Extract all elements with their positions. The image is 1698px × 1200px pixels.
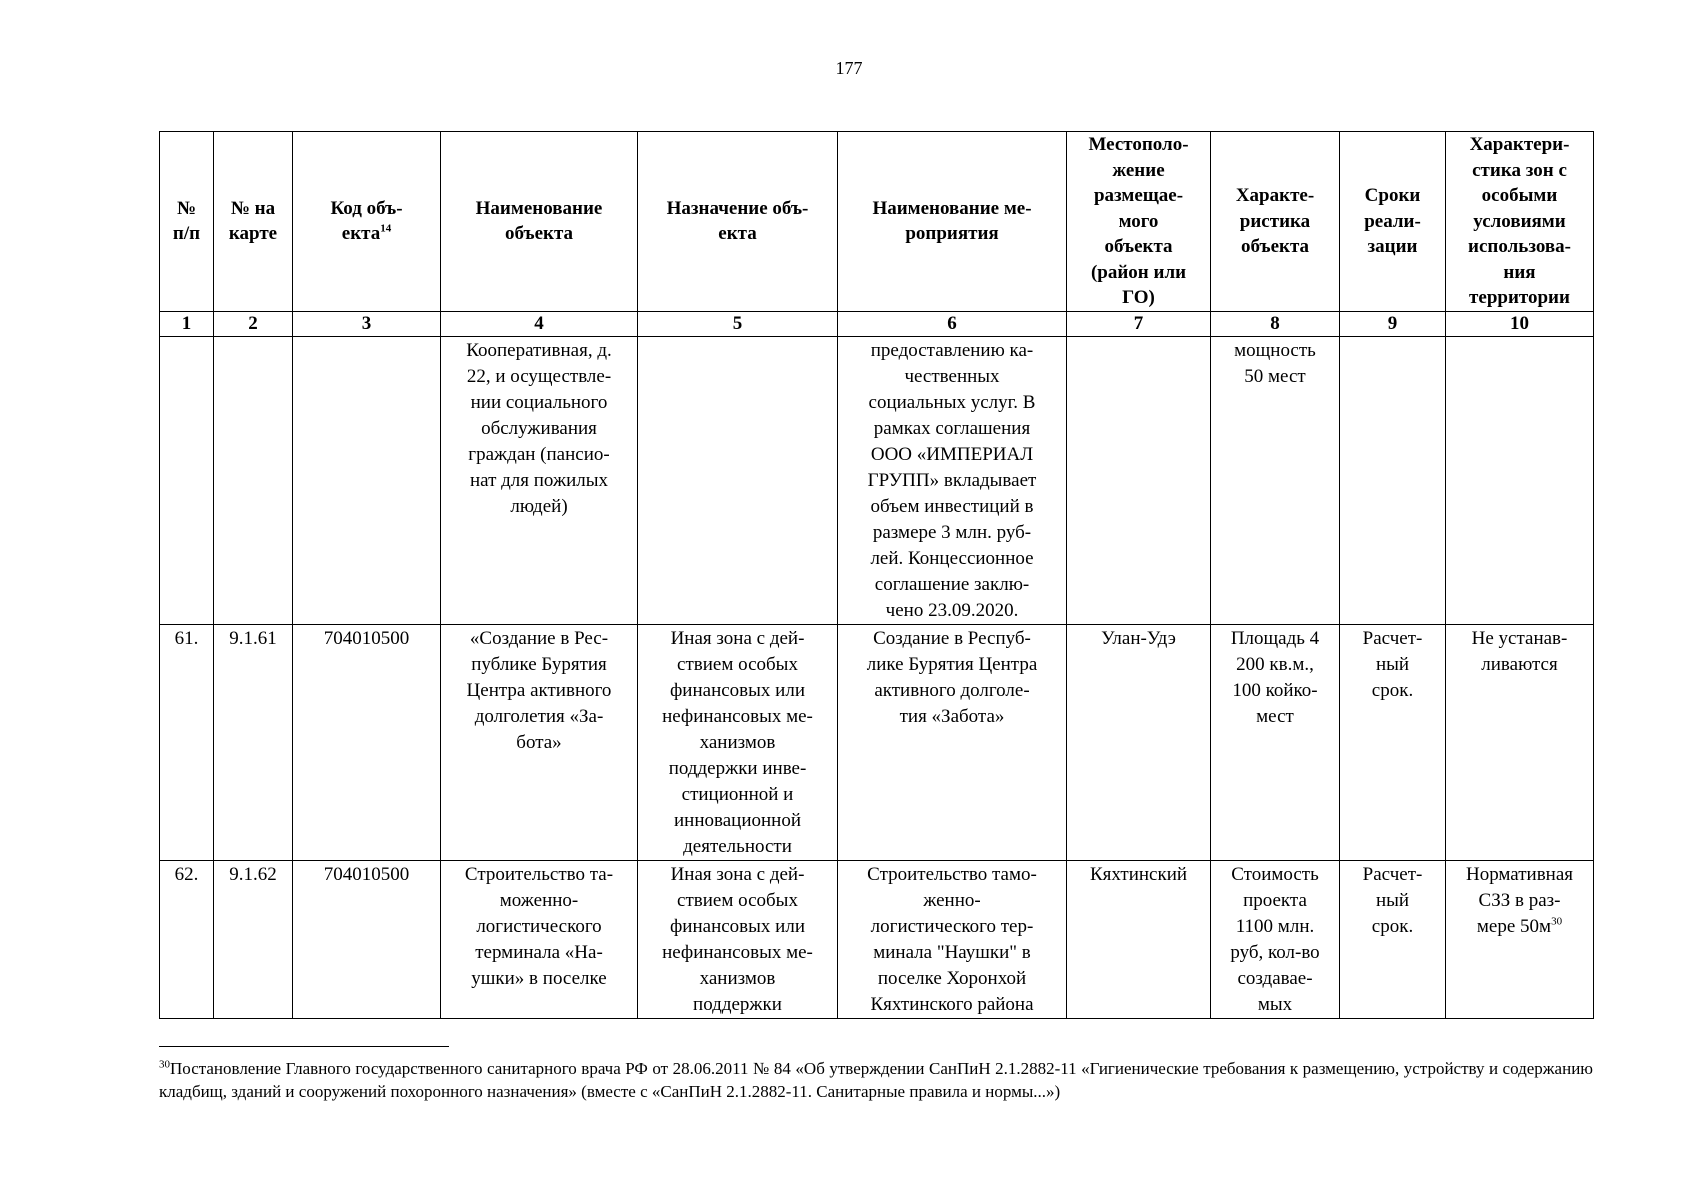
column-number: 5 bbox=[638, 311, 838, 336]
table-cell: Улан-Удэ bbox=[1067, 624, 1211, 860]
table-cell: Кяхтинский bbox=[1067, 860, 1211, 1018]
table-row bbox=[160, 624, 1594, 860]
table-cell: Создание в Респуб- лике Бурятия Центра активного долголе- тия «Забота» bbox=[838, 624, 1067, 860]
column-number-row bbox=[160, 311, 1594, 336]
table-cell bbox=[1446, 336, 1594, 624]
header-cell: Назначение объ- екта bbox=[638, 132, 838, 312]
header-cell: Характери- стика зон с особыми условиями использова- ния территории bbox=[1446, 132, 1594, 312]
table-cell: Расчет- ный срок. bbox=[1340, 860, 1446, 1018]
table-cell: предоставлению ка- чественных социальных услуг. В рамках соглашения ООО «ИМПЕРИАЛ ГРУПП» вкладывает объем инвестиций в размере 3 млн. руб- лей. Концессионное соглашение заклю- чено 23.09.2020. bbox=[838, 336, 1067, 624]
header-cell: № на карте bbox=[214, 132, 293, 312]
table-cell: Иная зона с дей- ствием особых финансовых или нефинансовых ме- ханизмов поддержки bbox=[638, 860, 838, 1018]
header-cell: № п/п bbox=[160, 132, 214, 312]
table-cell bbox=[638, 336, 838, 624]
table-row bbox=[160, 336, 1594, 624]
table-cell: Не устанав- ливаются bbox=[1446, 624, 1594, 860]
header-cell: Местополо- жение размещае- мого объекта (район или ГО) bbox=[1067, 132, 1211, 312]
column-number: 9 bbox=[1340, 311, 1446, 336]
table-cell: 704010500 bbox=[293, 624, 441, 860]
column-number: 7 bbox=[1067, 311, 1211, 336]
table-cell: Кооперативная, д. 22, и осуществле- нии социального обслуживания граждан (пансио- нат для пожилых людей) bbox=[441, 336, 638, 624]
table-row bbox=[160, 860, 1594, 1018]
column-number: 1 bbox=[160, 311, 214, 336]
footnote-mark: 30 bbox=[159, 1058, 170, 1071]
column-number: 8 bbox=[1211, 311, 1340, 336]
table-cell: 9.1.62 bbox=[214, 860, 293, 1018]
table-cell: Площадь 4 200 кв.м., 100 койко- мест bbox=[1211, 624, 1340, 860]
header-row bbox=[160, 132, 1594, 312]
table-cell bbox=[214, 336, 293, 624]
column-number: 2 bbox=[214, 311, 293, 336]
column-number: 6 bbox=[838, 311, 1067, 336]
table-cell: Нормативная СЗЗ в раз- мере $50м^{30}$ bbox=[1446, 860, 1594, 1018]
footnote-ref: 30 bbox=[1551, 915, 1563, 928]
table-cell: «Создание в Рес- публике Бурятия Центра активного долголетия «За- бота» bbox=[441, 624, 638, 860]
footnote bbox=[159, 1057, 1593, 1103]
column-number: 10 bbox=[1446, 311, 1594, 336]
table-cell bbox=[293, 336, 441, 624]
footnote-ref: 14 bbox=[380, 222, 392, 235]
table-cell: Стоимость проекта 1100 млн. руб, кол-во создавае- мых bbox=[1211, 860, 1340, 1018]
header-cell: Сроки реали- зации bbox=[1340, 132, 1446, 312]
footnote-separator bbox=[159, 1046, 449, 1047]
table-cell: Строительство та- моженно- логистического терминала «На- ушки» в поселке bbox=[441, 860, 638, 1018]
objects-table bbox=[159, 131, 1594, 1019]
column-number: 4 bbox=[441, 311, 638, 336]
header-cell: Наименование ме- роприятия bbox=[838, 132, 1067, 312]
table-cell bbox=[1340, 336, 1446, 624]
header-cell: Характе- ристика объекта bbox=[1211, 132, 1340, 312]
page-number: 177 bbox=[835, 58, 863, 78]
table-cell: мощность 50 мест bbox=[1211, 336, 1340, 624]
header-cell: Код объ- екта$^{14}$ bbox=[293, 132, 441, 312]
header-cell: Наименование объекта bbox=[441, 132, 638, 312]
table-cell: 704010500 bbox=[293, 860, 441, 1018]
table-cell: 61. bbox=[160, 624, 214, 860]
table-cell: Расчет- ный срок. bbox=[1340, 624, 1446, 860]
table-cell: Иная зона с дей- ствием особых финансовых или нефинансовых ме- ханизмов поддержки инве- стиционной и инновационной деятельности bbox=[638, 624, 838, 860]
table-cell bbox=[1067, 336, 1211, 624]
table-cell: 9.1.61 bbox=[214, 624, 293, 860]
table-cell: 62. bbox=[160, 860, 214, 1018]
column-number: 3 bbox=[293, 311, 441, 336]
table-cell: Строительство тамо- женно- логистического тер- минала "Наушки" в поселке Хоронхой Кяхтинского района bbox=[838, 860, 1067, 1018]
footnote-text: Постановление Главного государственного санитарного врача РФ от 28.06.2011 № 84 «Об утверждении СанПиН 2.1.2882-11 «Гигиенические требования к размещению, устройству и содержанию кладбищ, зданий и сооружений похоронного назначения» (вместе с «СанПиН 2.1.2882-11. Санитарные правила и нормы...») bbox=[159, 1059, 1593, 1101]
table-cell bbox=[160, 336, 214, 624]
